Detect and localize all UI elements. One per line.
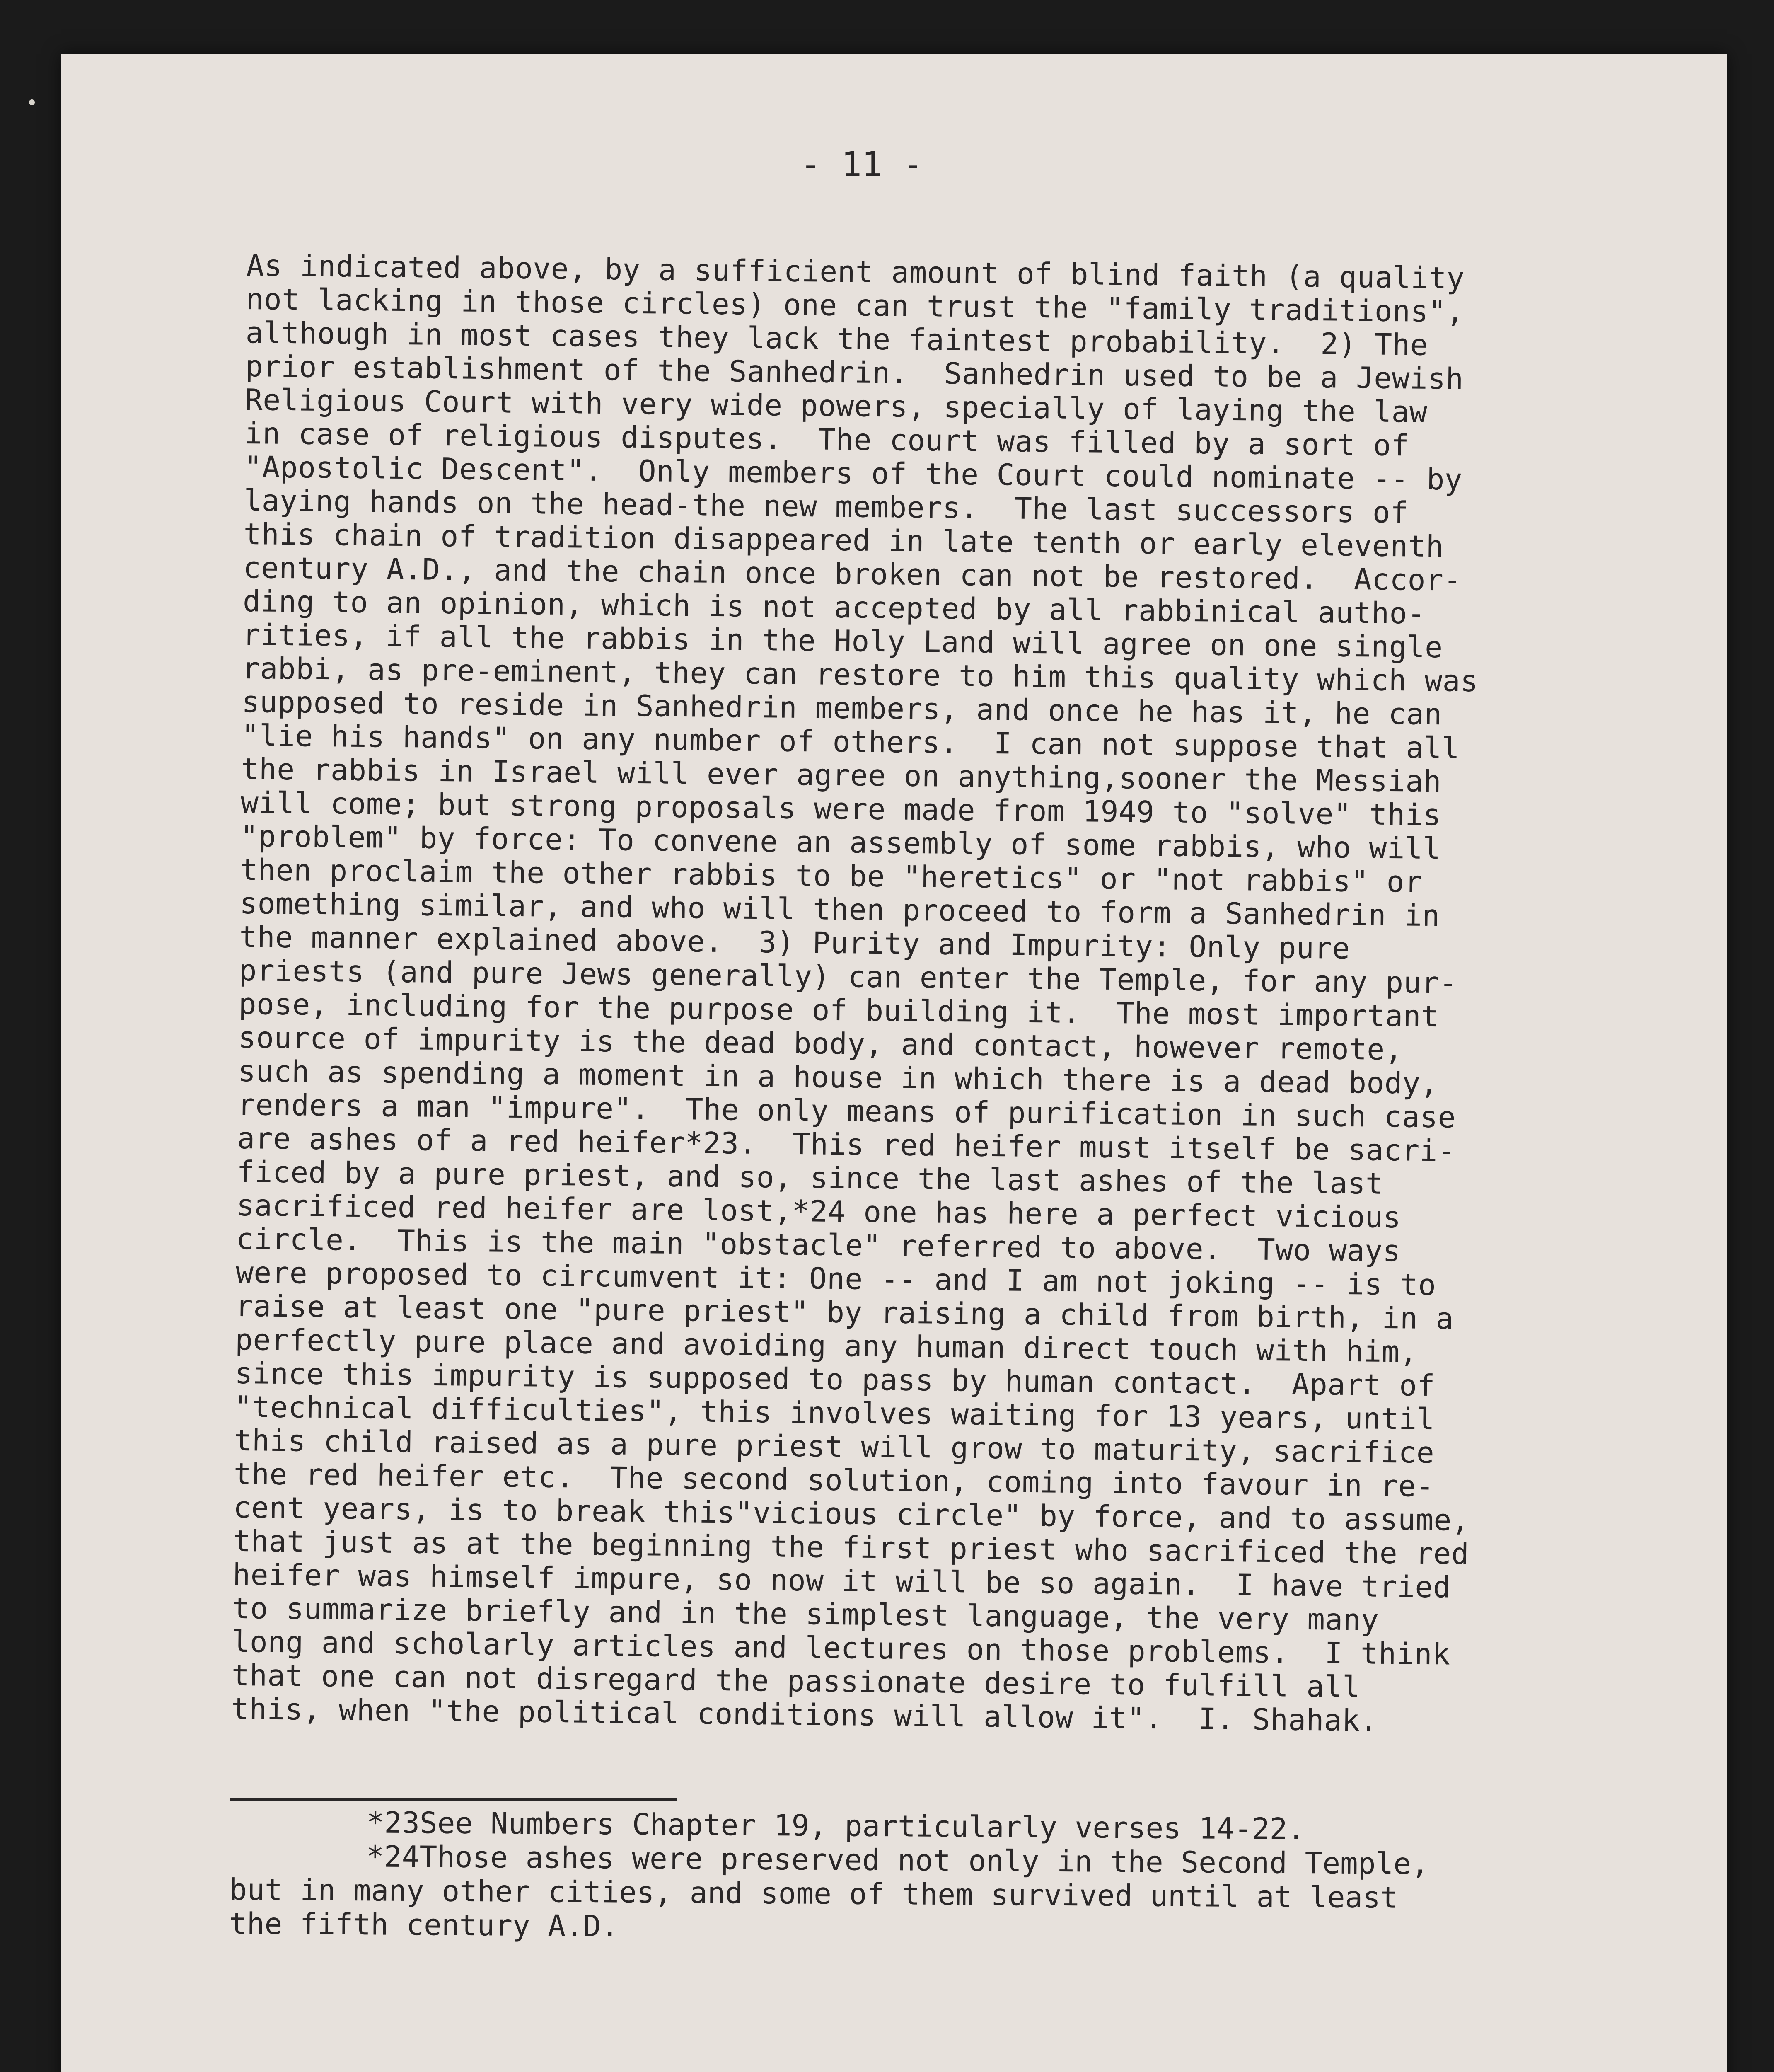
footnote-24-continued: the fifth century A.D. <box>229 1906 619 1944</box>
body-line: the rabbis in Israel will ever agree on anything,sooner the Messiah <box>241 751 1442 799</box>
body-line: this child raised as a pure priest will grow to maturity, sacrifice <box>234 1423 1435 1470</box>
body-line: "Apostolic Descent". Only members of the Court could nominate -- by <box>244 449 1463 497</box>
body-line: heifer was himself impure, so now it will be so again. I have tried <box>232 1557 1451 1605</box>
body-line: the red heifer etc. The second solution, coming into favour in re- <box>233 1456 1434 1504</box>
body-line: are ashes of a red heifer*23. This red heifer must itself be sacri- <box>237 1121 1456 1168</box>
body-line: will come; but strong proposals were made from 1949 to "solve" this <box>240 785 1441 833</box>
body-text <box>231 249 1647 1740</box>
body-line: prior establishment of the Sanhedrin. Sanhedrin used to be a Jewish <box>245 349 1464 396</box>
body-line: raise at least one "pure priest" by raising a child from birth, in a <box>235 1288 1454 1336</box>
footnote-rule <box>230 1798 677 1801</box>
body-line: circle. This is the main "obstacle" referred to above. Two ways <box>236 1221 1401 1268</box>
body-line: "lie his hands" on any number of others. I can not suppose that all <box>241 718 1460 765</box>
body-line: that just as at the beginning the first priest who sacrificed the red <box>232 1523 1469 1571</box>
body-line: source of impurity is the dead body, and contact, however remote, <box>238 1020 1403 1067</box>
body-line: priests (and pure Jews generally) can enter the Temple, for any pur- <box>239 953 1457 1000</box>
body-line: "technical difficulties", this involves waiting for 13 years, until <box>234 1389 1435 1437</box>
footnote-23: *23See Numbers Chapter 19, particularly verses 14-22. <box>366 1805 1305 1847</box>
body-line: ding to an opinion, which is not accepted by all rabbinical autho- <box>242 583 1426 631</box>
body-line: although in most cases they lack the faintest probability. 2) The <box>245 315 1428 362</box>
footnotes <box>229 1805 1639 1951</box>
body-line: ficed by a pure priest, and so, since the last ashes of the last <box>237 1154 1384 1201</box>
edge-mark <box>29 99 35 105</box>
body-line: renders a man "impure". The only means of purification in such case <box>237 1087 1456 1135</box>
body-line: "problem" by force: To convene an assembly of some rabbis, who will <box>240 818 1441 866</box>
footnote-24-continued: but in many other cities, and some of them survived until at least <box>229 1872 1399 1915</box>
footnote-24: *24Those ashes were preserved not only in the Second Temple, <box>366 1839 1429 1881</box>
body-line: cent years, is to break this"vicious circle" by force, and to assume, <box>233 1490 1470 1538</box>
body-line: supposed to reside in Sanhedrin members, and once he has it, he can <box>242 684 1443 732</box>
body-line: such as spending a moment in a house in which there is a dead body, <box>237 1053 1438 1101</box>
body-line: perfectly pure place and avoiding any human direct touch with him, <box>234 1322 1418 1369</box>
body-line: were proposed to circumvent it: One -- and I am not joking -- is to <box>235 1255 1436 1302</box>
body-line: this chain of tradition disappeared in late tenth or early eleventh <box>243 516 1444 564</box>
body-line: the manner explained above. 3) Purity and Impurity: Only pure <box>239 919 1351 966</box>
body-line: this, when "the political conditions will allow it". I. Shahak. <box>231 1691 1378 1738</box>
body-line: laying hands on the head-the new members. The last successors of <box>244 483 1409 530</box>
body-line: Religious Court with very wide powers, specially of laying the law <box>244 382 1428 429</box>
body-line: pose, including for the purpose of building it. The most important <box>238 986 1439 1034</box>
body-line: As indicated above, by a sufficient amount of blind faith (a quality <box>246 248 1465 295</box>
page-number: - 11 - <box>800 145 923 184</box>
body-line: in case of religious disputes. The court was filled by a sort of <box>244 416 1409 463</box>
body-line: something similar, and who will then proceed to form a Sanhedrin in <box>239 886 1440 933</box>
body-line: then proclaim the other rabbis to be "heretics" or "not rabbis" or <box>239 852 1423 899</box>
body-line: that one can not disregard the passionate desire to fulfill all <box>231 1658 1361 1704</box>
body-line: century A.D., and the chain once broken can not be restored. Accor- <box>243 550 1462 598</box>
body-line: since this impurity is supposed to pass by human contact. Apart of <box>234 1356 1436 1403</box>
body-line: not lacking in those circles) one can trust the "family traditions", <box>246 281 1465 329</box>
body-line: long and scholarly articles and lectures on those problems. I think <box>232 1624 1450 1672</box>
body-line: to summarize briefly and in the simplest language, the very many <box>232 1590 1379 1637</box>
body-line: rabbi, as pre-eminent, they can restore to him this quality which was <box>242 651 1479 699</box>
body-line: rities, if all the rabbis in the Holy Land will agree on one single <box>242 617 1443 665</box>
body-line: sacrificed red heifer are lost,*24 one has here a perfect vicious <box>236 1188 1402 1235</box>
